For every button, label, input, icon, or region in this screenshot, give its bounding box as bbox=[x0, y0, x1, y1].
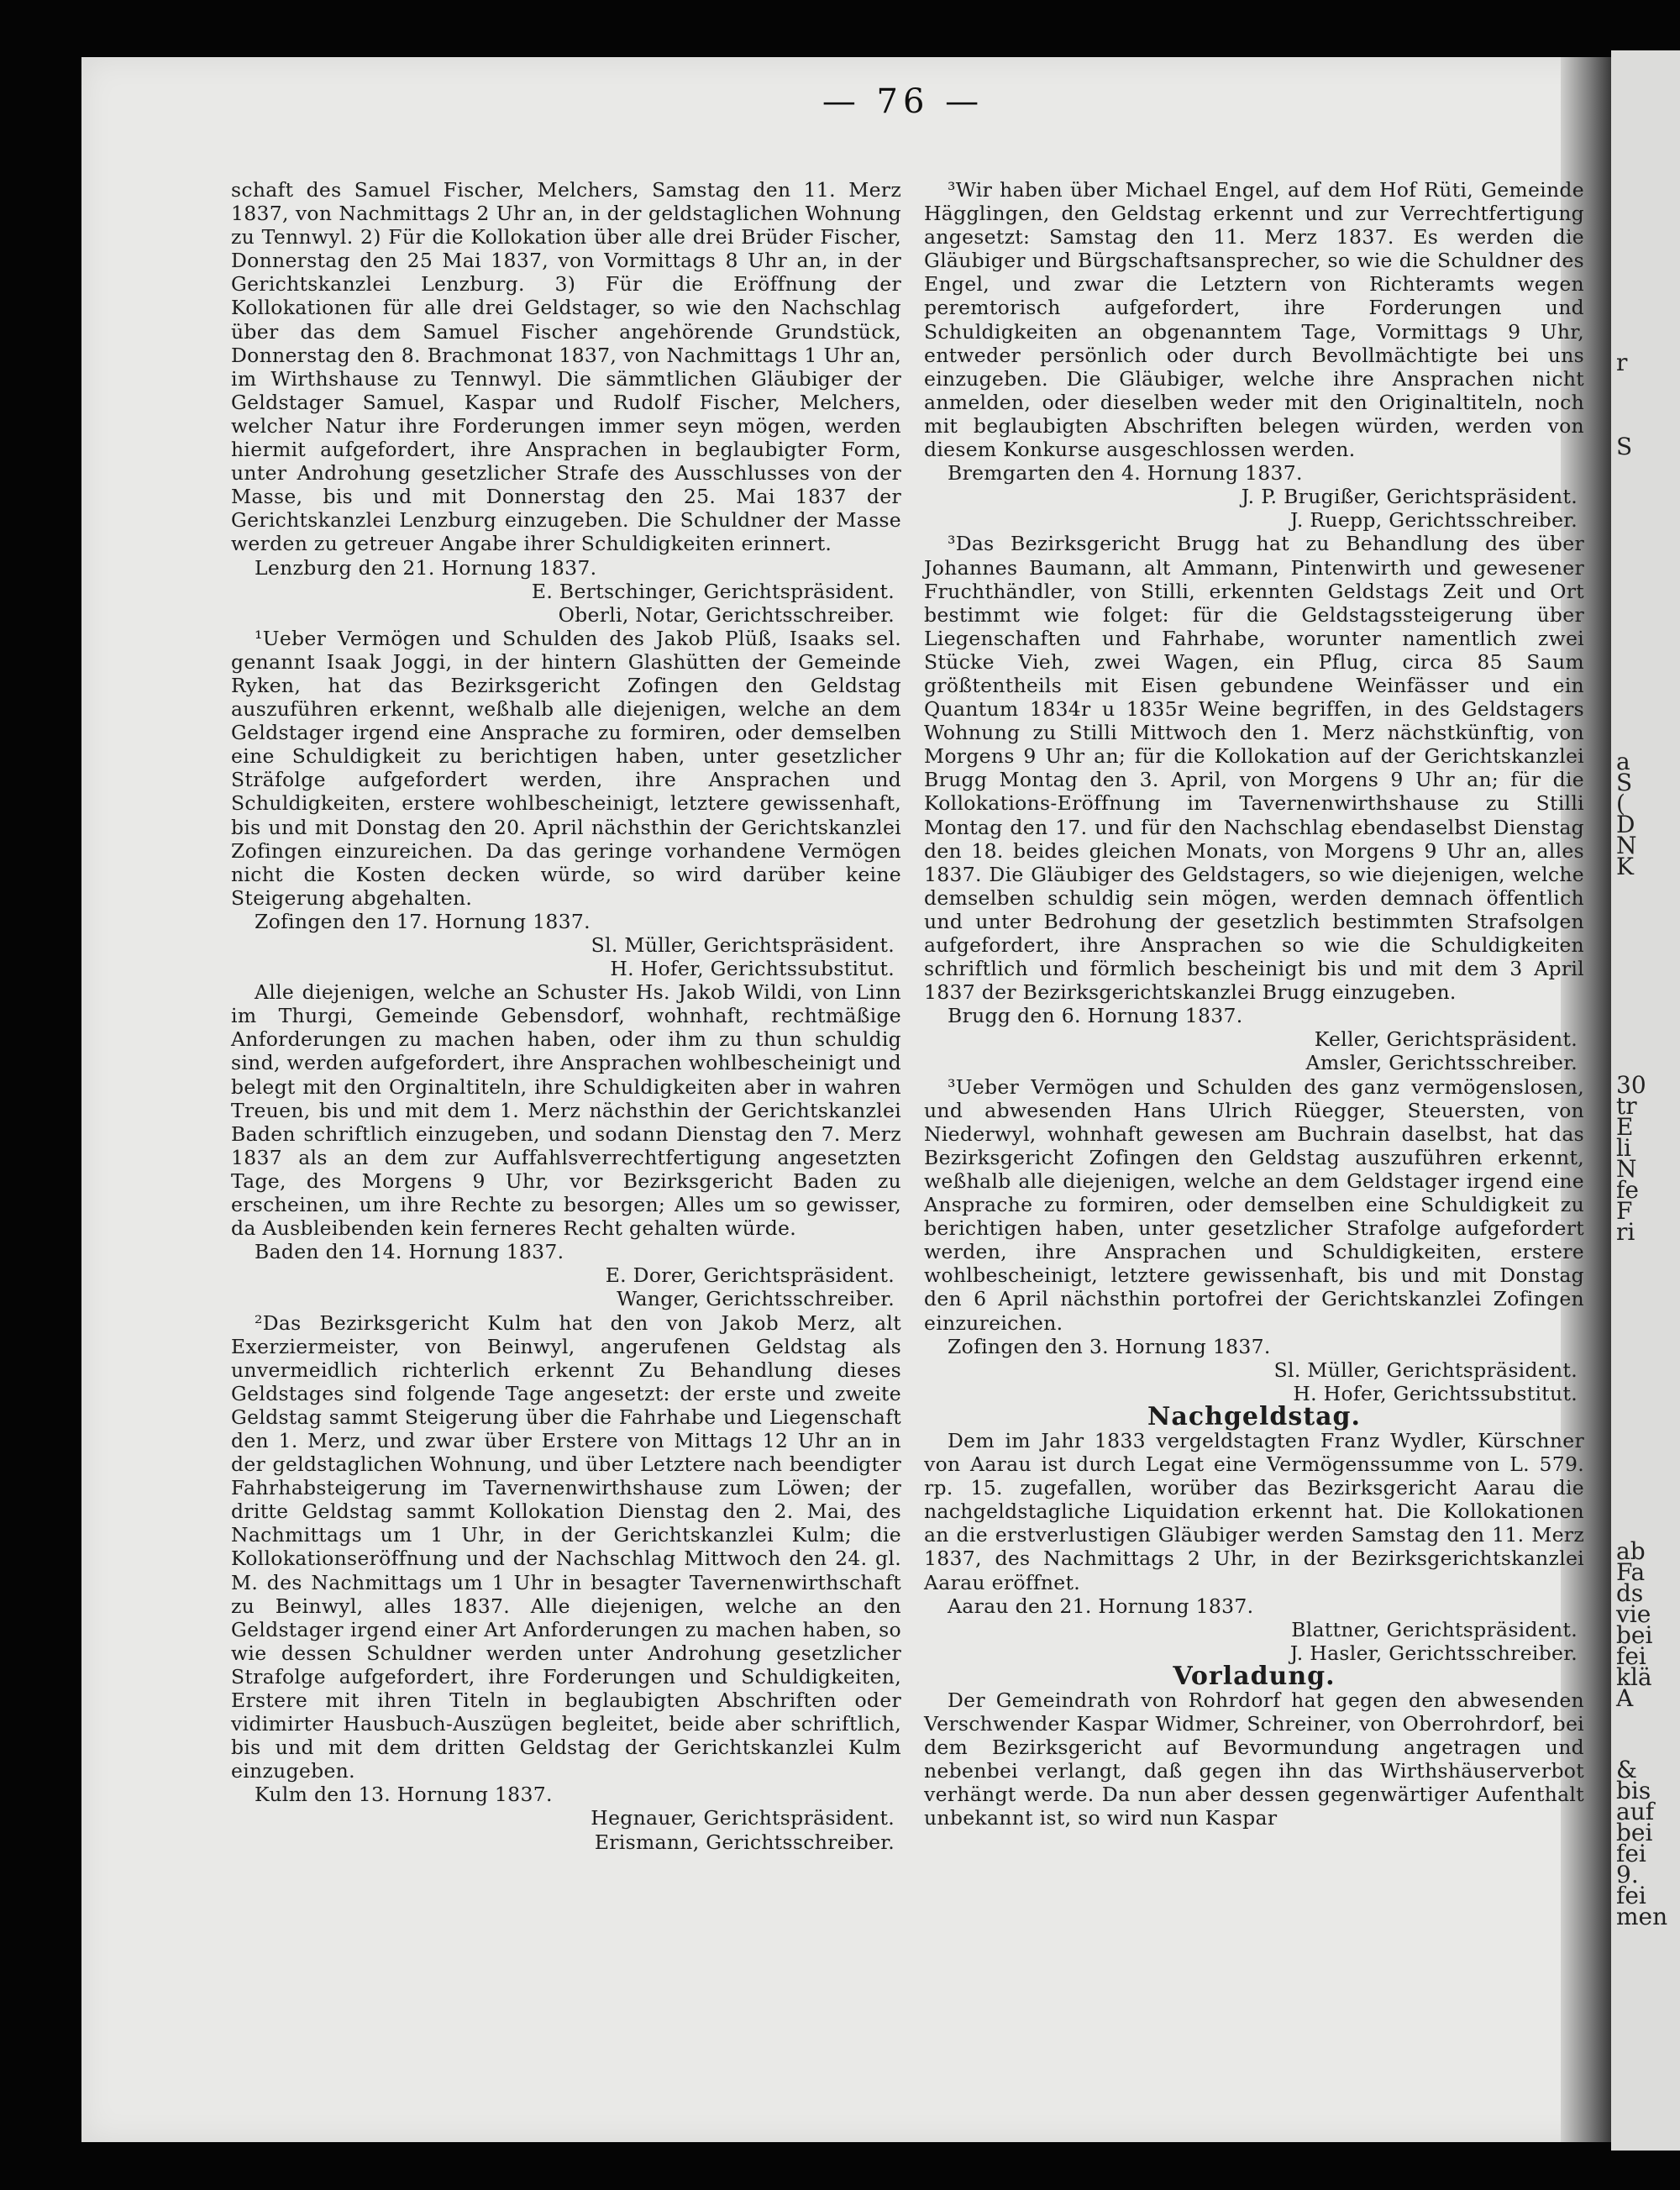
adjacent-page-fragment: D bbox=[1616, 811, 1635, 838]
adjacent-page-fragment: bei bbox=[1616, 1819, 1653, 1846]
adjacent-page-fragment: ri bbox=[1616, 1218, 1635, 1246]
adjacent-page-fragment: bis bbox=[1616, 1777, 1651, 1804]
adjacent-page-fragment: ( bbox=[1616, 790, 1625, 817]
adjacent-page-fragment: N bbox=[1616, 832, 1637, 859]
adjacent-page-fragment: ab bbox=[1616, 1537, 1646, 1565]
notice-dateline: Aarau den 21. Hornung 1837. bbox=[948, 1594, 1254, 1618]
notice-dateline: Lenzburg den 21. Hornung 1837. bbox=[255, 555, 597, 580]
adjacent-page-fragment: fe bbox=[1616, 1176, 1639, 1204]
adjacent-page-fragment: klä bbox=[1616, 1663, 1652, 1691]
section-title: Nachgeldstag. bbox=[1147, 1401, 1361, 1431]
notice-signature: Amsler, Gerichtsschreiber. bbox=[1305, 1051, 1578, 1075]
notice-signature: Oberli, Notar, Gerichtsschreiber. bbox=[558, 602, 895, 627]
adjacent-page-fragment: F bbox=[1616, 1197, 1633, 1225]
notice-signature: H. Hofer, Gerichtssubstitut. bbox=[1293, 1381, 1578, 1405]
notice-dateline: Brugg den 6. Hornung 1837. bbox=[948, 1004, 1243, 1028]
notice-dateline: Zofingen den 3. Hornung 1837. bbox=[948, 1334, 1271, 1358]
notice-dateline: Kulm den 13. Hornung 1837. bbox=[255, 1783, 553, 1807]
adjacent-page-fragment: men bbox=[1616, 1903, 1668, 1930]
adjacent-page-fragment: & bbox=[1616, 1756, 1637, 1783]
notice-signature: Sl. Müller, Gerichtspräsident. bbox=[591, 933, 895, 957]
notice-signature: H. Hofer, Gerichtssubstitut. bbox=[610, 957, 895, 981]
notice-dateline: Baden den 14. Hornung 1837. bbox=[255, 1240, 564, 1264]
notice-signature: Wanger, Gerichtsschreiber. bbox=[617, 1287, 895, 1311]
adjacent-page-fragment: r bbox=[1616, 349, 1628, 376]
adjacent-page-fragment: tr bbox=[1616, 1092, 1637, 1120]
notice-signature: J. P. Brugißer, Gerichtspräsident. bbox=[1241, 485, 1578, 509]
notice-signature: E. Bertschinger, Gerichtspräsident. bbox=[531, 579, 895, 603]
adjacent-page-fragment: N bbox=[1616, 1155, 1637, 1183]
adjacent-page-edge bbox=[1611, 50, 1680, 2151]
notice-paragraph: Alle diejenigen, welche an Schuster Hs. Jakob Wildi, von Linn im Thurgi, Gemeinde Gebensdorf, wohnhaft, rechtmäßige Anforderungen zu machen haben, oder ihm zu thun schuldig sind, werden aufgefordert, ihre Ansprachen wohlbescheinigt und belegt mit den Orginaltiteln, ihre Schuldigkeiten aber in wahren Treuen, bis und mit dem 1. Merz nächsthin der Gerichtskanzlei Baden schriftlich einzugeben, und sodann Dienstag den 7. Merz 1837 als an dem zur Auffahlsverrechtfertigung angesetzten Tage, des Morgens 9 Uhr, vor Bezirksgericht Baden zu erscheinen, um ihre Rechte zu besorgen; Alles um so gewisser, da Ausbleibenden kein ferneres Recht gehalten würde. bbox=[231, 980, 901, 1241]
notice-dateline: Bremgarten den 4. Hornung 1837. bbox=[948, 461, 1303, 486]
notice-signature: Keller, Gerichtspräsident. bbox=[1314, 1027, 1578, 1052]
adjacent-page-fragment: fei bbox=[1616, 1840, 1646, 1867]
notice-signature: Sl. Müller, Gerichtspräsident. bbox=[1273, 1358, 1578, 1382]
notice-paragraph: Dem im Jahr 1833 vergeldstagten Franz Wydler, Kürschner von Aarau ist durch Legat eine Vermögenssumme von L. 579. rp. 15. zugefallen, worüber das Bezirksgericht Aarau die nachgeldstagliche Liquidation erkennt hat. Die Kollokationen an die erstverlustigen Gläubiger werden Samstag den 11. Merz 1837, des Nachmittags 2 Uhr, in der Bezirksgerichtskanzlei Aarau eröffnet. bbox=[924, 1428, 1584, 1594]
notice-paragraph: ³Ueber Vermögen und Schulden des ganz vermögenslosen, und abwesenden Hans Ulrich Rüegger, Steuersten, von Niederwyl, wohnhaft gewesen am Buchrain daselbst, hat das Bezirksgericht Zofingen den Geldstag auszuführen erkennt, weßhalb alle diejenigen, welche an dem Geldstager irgend eine Ansprache zu formiren, oder demselben eine Schuldigkeit zu berichtigen haben, unter gesetzlicher Strafolge aufgefordert werden, ihre Ansprachen und Schuldigkeiten, erstere wohlbescheinigt, letztere gewissenhaft, bis und mit Donstag den 6 April nächsthin portofrei der Gerichtskanzlei Zofingen einzureichen. bbox=[924, 1074, 1584, 1335]
notice-signature: Erismann, Gerichtsschreiber. bbox=[594, 1830, 895, 1854]
adjacent-page-fragment: A bbox=[1616, 1684, 1634, 1712]
notice-paragraph: ²Das Bezirksgericht Kulm hat den von Jakob Merz, alt Exerziermeister, von Beinwyl, angerufenen Geldstag als unvermeidlich richterlich erkennt Zu Behandlung dieses Geldstages sind folgende Tage angesetzt: der erste und zweite Geldstag sammt Steigerung über die Fahrhabe und Liegenschaft den 1. Merz, und zwar über Erstere von Mittags 12 Uhr an in der geldstaglichen Wohnung, und über Letztere nach beendigter Fahrhabsteigerung im Tavernenwirthshause zum Löwen; der dritte Geldstag sammt Kollokation Dienstag den 2. Mai, des Nachmittags um 1 Uhr, in der Gerichtskanzlei Kulm; die Kollokationseröffnung und der Nachschlag Mittwoch den 24. gl. M. des Nachmittags um 1 Uhr in besagter Tavernenwirthschaft zu Beinwyl, alles 1837. Alle diejenigen, welche an den Geldstager irgend einer Art Anforderungen zu machen haben, so wie dessen Schuldner werden unter Androhung gesetzlicher Strafolge aufgefordert, ihre Forderungen und Schuldigkeiten, Erstere mit ihren Titeln in beglaubigten Abschriften oder vidimirter Hausbuch-Auszügen begleitet, beide aber schriftlich, bis und mit dem dritten Geldstag der Gerichtskanzlei Kulm einzugeben. bbox=[231, 1310, 901, 1783]
adjacent-page-fragment: 30 bbox=[1616, 1071, 1646, 1099]
adjacent-page-fragment: a bbox=[1616, 748, 1630, 775]
notice-signature: J. Hasler, Gerichtsschreiber. bbox=[1289, 1641, 1578, 1665]
notice-paragraph: Der Gemeindrath von Rohrdorf hat gegen den abwesenden Verschwender Kaspar Widmer, Schreiner, von Oberrohrdorf, bei dem Bezirksgericht auf Bevormundung angetragen und nebenbei verlangt, daß gegen ihn das Wirthshäuserverbot verhängt werde. Da nun aber dessen gegenwärtiger Aufenthalt unbekannt ist, so wird nun Kaspar bbox=[924, 1688, 1584, 1830]
adjacent-page-fragment: bei bbox=[1616, 1621, 1653, 1649]
adjacent-page-fragment: 9. bbox=[1616, 1861, 1639, 1888]
notice-paragraph: schaft des Samuel Fischer, Melchers, Samstag den 11. Merz 1837, von Nachmittags 2 Uhr an, in der geldstaglichen Wohnung zu Tennwyl. 2) Für die Kollokation über alle drei Brüder Fischer, Donnerstag den 25 Mai 1837, von Vormittags 8 Uhr an, in der Gerichtskanzlei Lenzburg. 3) Für die Eröffnung der Kollokationen für alle drei Geldstager, so wie den Nachschlag über das dem Samuel Fischer angehörende Grundstück, Donnerstag den 8. Brachmonat 1837, von Nachmittags 1 Uhr an, im Wirthshause zu Tennwyl. Die sämmtlichen Gläubiger der Geldstager Samuel, Kaspar und Rudolf Fischer, Melchers, welcher Natur ihre Forderungen immer seyn mögen, werden hiermit aufgefordert, ihre Ansprachen in beglaubigter Form, unter Androhung gesetzlicher Strafe des Ausschlusses von der Masse, bis und mit Donnerstag den 25. Mai 1837 der Gerichtskanzlei Lenzburg einzugeben. Die Schuldner der Masse werden zu getreuer Angabe ihrer Schuldigkeiten erinnert. bbox=[231, 178, 901, 556]
notice-paragraph: ³Wir haben über Michael Engel, auf dem Hof Rüti, Gemeinde Hägglingen, den Geldstag erkennt und zur Verrechtfertigung angesetzt: Samstag den 11. Merz 1837. Es werden die Gläubiger und Bürgschaftsansprecher, so wie die Schuldner des Engel, und zwar die Letztern von Richteramts wegen peremtorisch aufgefordert, ihre Forderungen und Schuldigkeiten an obgenanntem Tage, Vormittags 9 Uhr, entweder persönlich oder durch Bevollmächtigte bei uns einzugeben. Die Gläubiger, welche ihre Ansprachen nicht anmelden, oder dieselben weder mit den Originaltiteln, noch mit beglaubigten Abschriften belegen würden, werden von diesem Konkurse ausgeschlossen werden. bbox=[924, 178, 1584, 462]
adjacent-page-fragment: vie bbox=[1616, 1600, 1651, 1628]
left-column bbox=[231, 178, 901, 1854]
section-title: Vorladung. bbox=[1173, 1661, 1336, 1691]
page-number: — 76 — bbox=[822, 82, 984, 121]
adjacent-page-fragment: fei bbox=[1616, 1882, 1646, 1909]
adjacent-page-fragment: K bbox=[1616, 853, 1634, 880]
adjacent-page-fragment: S bbox=[1616, 769, 1633, 796]
adjacent-page-fragment: fei bbox=[1616, 1642, 1646, 1670]
adjacent-page-fragment: auf bbox=[1616, 1798, 1655, 1825]
adjacent-page-fragment: E bbox=[1616, 1113, 1634, 1141]
notice-signature: Blattner, Gerichtspräsident. bbox=[1291, 1617, 1578, 1641]
right-column bbox=[924, 178, 1584, 1830]
notice-signature: J. Ruepp, Gerichtsschreiber. bbox=[1289, 508, 1578, 533]
notice-paragraph: ³Das Bezirksgericht Brugg hat zu Behandlung des über Johannes Baumann, alt Ammann, Pintenwirth und gewesener Fruchthändler, von Stilli, erkennten Geldstags Zeit und Ort bestimmt wie folget: für die Geldstagssteigerung über Liegenschaften und Fahrhabe, worunter namentlich zwei Stücke Vieh, zwei Wagen, ein Pflug, circa 85 Saum größtentheils mit Eisen gebundene Weinfässer und ein Quantum 1834r u 1835r Weine begriffen, in des Geldstagers Wohnung zu Stilli Mittwoch den 1. Merz nächstkünftig, von Morgens 9 Uhr an; für die Kollokation auf der Gerichtskanzlei Brugg Montag den 3. April, von Morgens 9 Uhr an; für die Kollokations-Eröffnung im Tavernenwirthshause zu Stilli Montag den 17. und für den Nachschlag ebendaselbst Dienstag den 18. beides gleichen Monats, von Morgens 9 Uhr an, alles 1837. Die Gläubiger des Geldstagers, so wie diejenigen, welche demselben schuldig sein mögen, werden demnach öffentlich und unter Bedrohung der gesetzlich bestimmten Strafsolgen aufgefordert, ihre Ansprachen so wie die Schuldigkeiten schriftlich und förmlich bescheinigt bis und mit dem 3 April 1837 der Bezirksgerichtskanzlei Brugg einzugeben. bbox=[924, 532, 1584, 1005]
notice-signature: Hegnauer, Gerichtspräsident. bbox=[591, 1806, 895, 1830]
adjacent-page-fragment: S bbox=[1616, 433, 1633, 460]
adjacent-page-fragment: ds bbox=[1616, 1579, 1644, 1607]
adjacent-page-fragment: Fa bbox=[1616, 1558, 1646, 1586]
notice-paragraph: ¹Ueber Vermögen und Schulden des Jakob Plüß, Isaaks sel. genannt Isaak Joggi, in der hintern Glashütten der Gemeinde Ryken, hat das Bezirksgericht Zofingen den Geldstag auszuführen erkennt, weßhalb alle diejenigen, welche an dem Geldstager irgend eine Ansprache zu formiren, oder demselben eine Schuldigkeit zu berichtigen haben, unter gesetzlicher Sträfolge aufgefordert werden, ihre Ansprachen und Schuldigkeiten, erstere wohlbescheinigt, letztere gewissenhaft, bis und mit Donstag den 20. April nächsthin der Gerichtskanzlei Zofingen einzureichen. Da das geringe vorhandene Vermögen nicht die Kosten decken würde, so wird darüber keine Steigerung abgehalten. bbox=[231, 626, 901, 910]
notice-dateline: Zofingen den 17. Hornung 1837. bbox=[255, 909, 591, 933]
notice-signature: E. Dorer, Gerichtspräsident. bbox=[605, 1263, 895, 1288]
adjacent-page-fragment: li bbox=[1616, 1134, 1631, 1162]
